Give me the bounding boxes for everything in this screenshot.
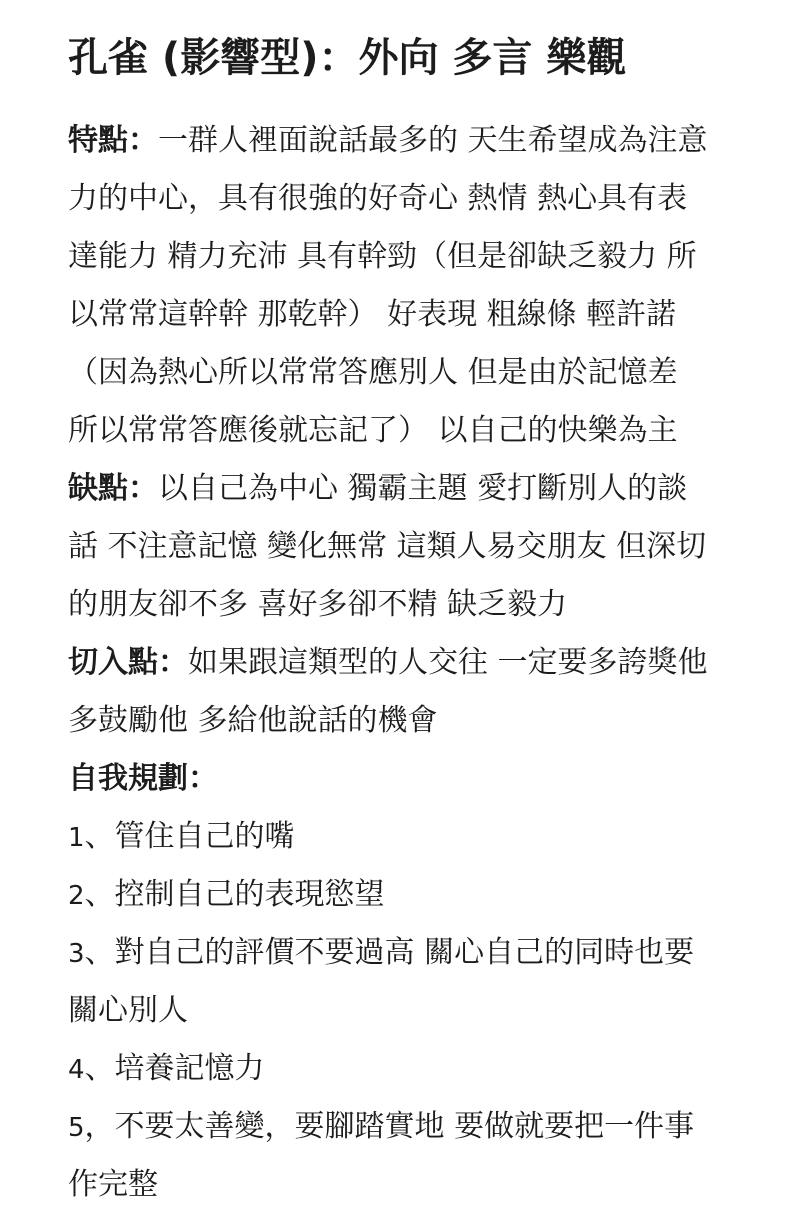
traits-line: （因為熱心所以常常答應別人 但是由於記憶差 [68, 355, 678, 390]
plan-item-separator: ， [84, 1109, 115, 1144]
traits-line: 所以常常答應後就忘記了） 以自己的快樂為主 [68, 413, 678, 448]
weaknesses-label: 缺點： [68, 471, 158, 506]
plan-item-number: 3 [68, 939, 85, 969]
traits-label: 特點： [68, 123, 158, 158]
approach-line: 多鼓勵他 多給他說話的機會 [68, 703, 438, 738]
plan-item-5 [68, 1098, 748, 1156]
weaknesses-line: 話 不注意記憶 變化無常 這類人易交朋友 但深切 [68, 529, 707, 564]
plan-item-text: 管住自己的嘴 [114, 819, 295, 854]
plan-item-text: 對自己的評價不要過高 關心自己的同時也要 [114, 935, 695, 970]
traits-line [68, 112, 748, 170]
plan-item-number: 1 [68, 823, 85, 853]
approach-section [68, 634, 748, 750]
plan-item-text: 不要太善變，要腳踏實地 要做就要把一件事 [114, 1109, 695, 1144]
plan-item-number: 4 [68, 1055, 85, 1085]
traits-line: 力的中心，具有很強的好奇心 熱情 熱心具有表 [68, 181, 688, 216]
plan-item-separator: 、 [84, 877, 115, 912]
approach-text: 如果跟這類型的人交往 一定要多誇獎他 [188, 645, 708, 680]
approach-line [68, 634, 748, 692]
plan-item-separator: 、 [84, 819, 115, 854]
plan-item-1 [68, 808, 748, 866]
plan-item-5-continued: 作完整 [68, 1167, 158, 1202]
plan-item-separator: 、 [84, 935, 115, 970]
weaknesses-line: 的朋友卻不多 喜好多卻不精 缺乏毅力 [68, 587, 568, 622]
plan-item-3-continued: 關心別人 [68, 993, 188, 1028]
plan-item-number: 2 [68, 881, 85, 911]
plan-item-separator: 、 [84, 1051, 115, 1086]
weaknesses-section [68, 460, 748, 634]
traits-line: 達能力 精力充沛 具有幹勁（但是卻缺乏毅力 所 [68, 239, 697, 274]
approach-label: 切入點： [68, 645, 188, 680]
traits-section [68, 112, 748, 460]
plan-label: 自我規劃： [68, 761, 218, 796]
plan-item-2 [68, 866, 748, 924]
weaknesses-text: 以自己為中心 獨霸主題 愛打斷別人的談 [158, 471, 688, 506]
weaknesses-line [68, 460, 748, 518]
plan-item-text: 控制自己的表現慾望 [114, 877, 385, 912]
plan-item-3 [68, 924, 748, 982]
plan-item-number: 5 [68, 1113, 85, 1143]
page-title: 孔雀 (影響型)：外向 多言 樂觀 [68, 35, 627, 81]
plan-item-text: 培養記憶力 [114, 1051, 265, 1086]
plan-item-4 [68, 1040, 748, 1098]
plan-section [68, 750, 748, 1214]
traits-text: 一群人裡面說話最多的 天生希望成為注意 [158, 123, 708, 158]
traits-line: 以常常這幹幹 那乾幹） 好表現 粗線條 輕許諾 [68, 297, 677, 332]
